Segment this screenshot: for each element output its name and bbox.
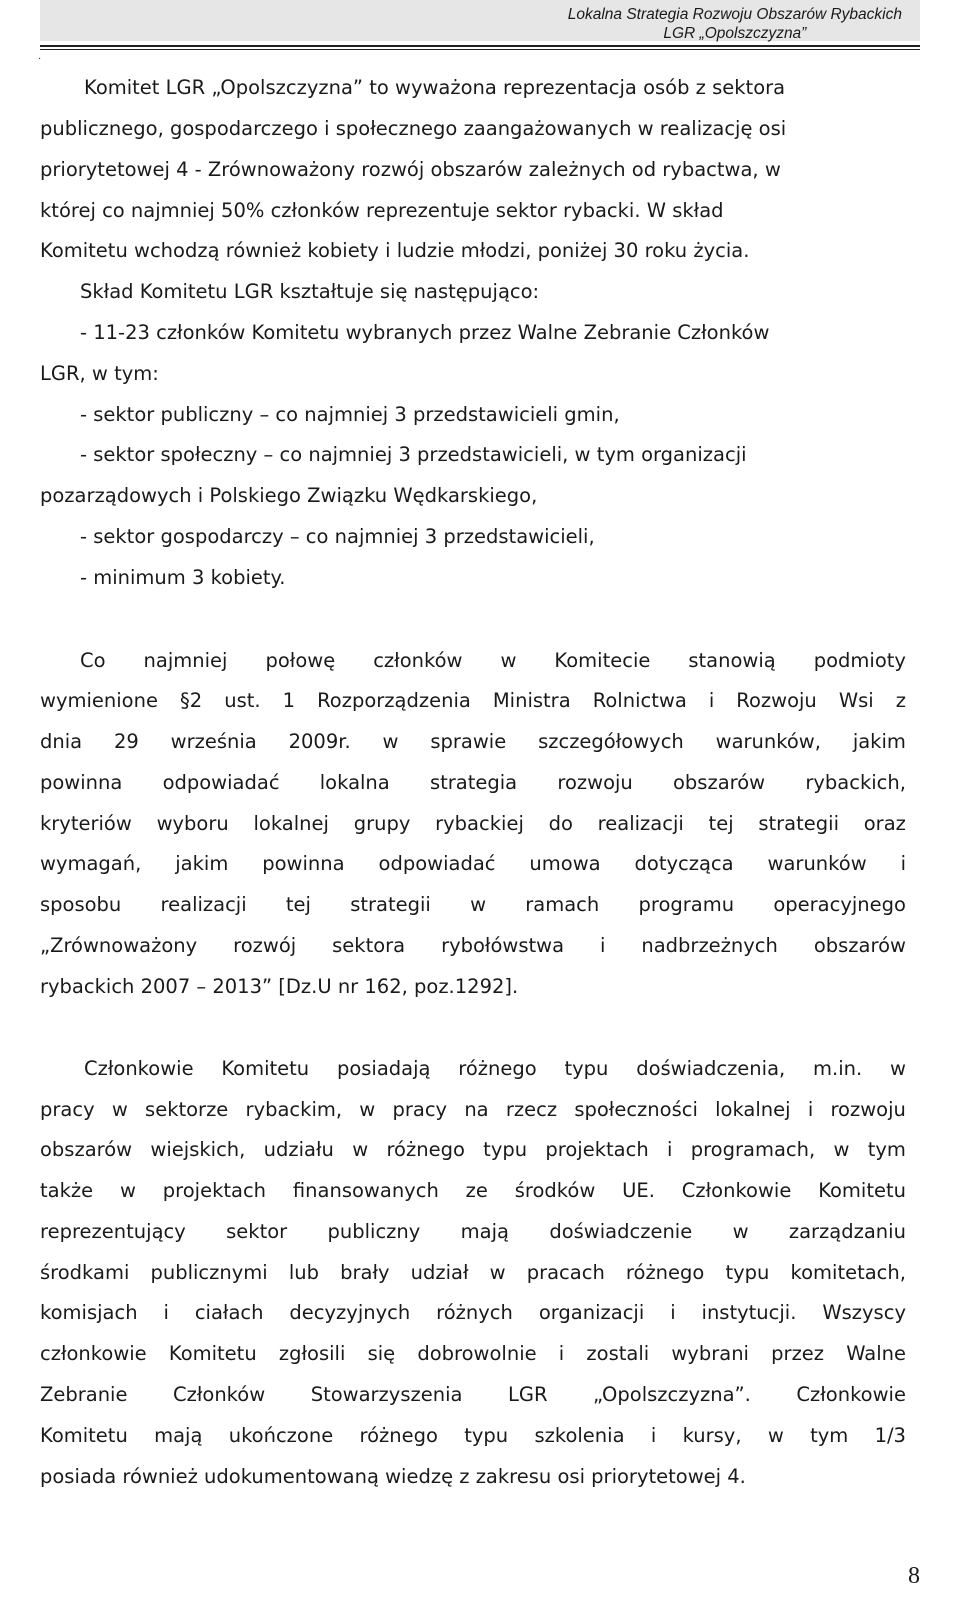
text-line: powinna odpowiadać lokalna strategia rozwoju obszarów rybackich,	[40, 771, 906, 794]
stray-mark: .	[38, 51, 42, 62]
text-line: Komitetu wchodzą również kobiety i ludzie młodzi, poniżej 30 roku życia.	[40, 239, 750, 262]
text-line: - sektor publiczny – co najmniej 3 przedstawicieli gmin,	[80, 403, 620, 426]
text-line: członkowie Komitetu zgłosili się dobrowolnie i zostali wybrani przez Walne	[40, 1342, 906, 1365]
text-line: wymienione §2 ust. 1 Rozporządzenia Ministra Rolnictwa i Rozwoju Wsi z	[40, 689, 906, 712]
text-line: - minimum 3 kobiety.	[80, 566, 286, 589]
text-line: dnia 29 września 2009r. w sprawie szczegółowych warunków, jakim	[40, 730, 906, 753]
header-title	[568, 5, 902, 43]
text-line: także w projektach finansowanych ze środków UE. Członkowie Komitetu	[40, 1179, 906, 1202]
text-line: LGR, w tym:	[40, 362, 159, 385]
header-rule-thin	[40, 49, 920, 50]
text-line: Komitet LGR „Opolszczyzna” to wyważona reprezentacja osób z sektora	[84, 76, 786, 99]
text-line: obszarów wiejskich, udziału w różnego typu projektach i programach, w tym	[40, 1138, 906, 1161]
text-line: Komitetu mają ukończone różnego typu szkolenia i kursy, w tym 1/3	[40, 1424, 906, 1447]
text-line: reprezentujący sektor publiczny mają doświadczenie w zarządzaniu	[40, 1220, 906, 1243]
text-line: Co najmniej połowę członków w Komitecie stanowią podmioty	[80, 649, 906, 672]
text-line: posiada również udokumentowaną wiedzę z zakresu osi priorytetowej 4.	[40, 1465, 746, 1488]
text-line: „Zrównoważony rozwój sektora rybołówstwa i nadbrzeżnych obszarów	[40, 934, 906, 957]
text-line: Członkowie Komitetu posiadają różnego typu doświadczenia, m.in. w	[84, 1057, 906, 1080]
text-line: pozarządowych i Polskiego Związku Wędkarskiego,	[40, 484, 538, 507]
text-line: komisjach i ciałach decyzyjnych różnych organizacji i instytucji. Wszyscy	[40, 1301, 906, 1324]
text-line: - sektor gospodarczy – co najmniej 3 przedstawicieli,	[80, 525, 595, 548]
text-line: sposobu realizacji tej strategii w ramach programu operacyjnego	[40, 893, 906, 916]
header-rule	[40, 45, 920, 47]
page-number: 8	[908, 1563, 920, 1589]
text-line: publicznego, gospodarczego i społecznego zaangażowanych w realizację osi	[40, 117, 787, 140]
text-line: Zebranie Członków Stowarzyszenia LGR „Opolszczyzna”. Członkowie	[40, 1383, 906, 1406]
text-line: rybackich 2007 – 2013” [Dz.U nr 162, poz.1292].	[40, 975, 519, 998]
text-line: priorytetowej 4 - Zrównoważony rozwój obszarów zależnych od rybactwa, w	[40, 158, 781, 181]
text-line: której co najmniej 50% członków reprezentuje sektor rybacki. W skład	[40, 199, 724, 222]
text-line: wymagań, jakim powinna odpowiadać umowa dotycząca warunków i	[40, 852, 906, 875]
header-line-2: LGR „Opolszczyzna”	[663, 25, 807, 42]
page-header	[40, 0, 920, 41]
text-line: pracy w sektorze rybackim, w pracy na rzecz społeczności lokalnej i rozwoju	[40, 1098, 906, 1121]
header-line-1: Lokalna Strategia Rozwoju Obszarów Rybackich	[567, 6, 902, 23]
text-line: Skład Komitetu LGR kształtuje się następująco:	[80, 280, 540, 303]
text-line: środkami publicznymi lub brały udział w pracach różnego typu komitetach,	[40, 1261, 906, 1284]
text-line: - 11-23 członków Komitetu wybranych przez Walne Zebranie Członków	[80, 321, 770, 344]
text-line: - sektor społeczny – co najmniej 3 przedstawicieli, w tym organizacji	[80, 443, 747, 466]
text-line: kryteriów wyboru lokalnej grupy rybackiej do realizacji tej strategii oraz	[40, 812, 906, 835]
